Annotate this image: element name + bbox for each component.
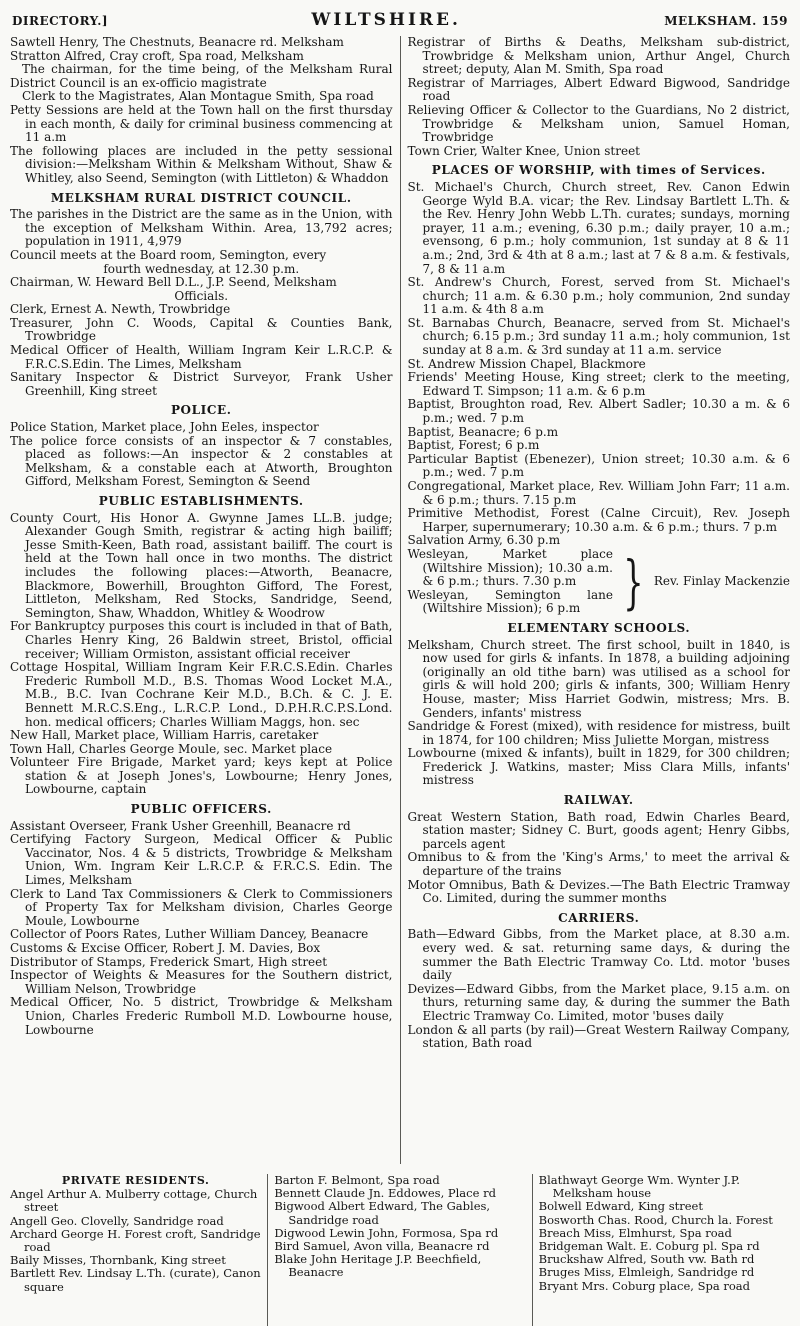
section-heading: PRIVATE RESIDENTS. [61,1174,210,1187]
section-heading: ELEMENTARY SCHOOLS. [507,620,691,635]
directory-entry: Town Crier, Walter Knee, Union street [407,143,640,158]
directory-entry: Blathwayt George Wm. Wynter J.P. Melksham house [538,1174,740,1201]
directory-entry: Bartlett Rev. Lindsay L.Th. (curate), Canon square [10,1266,261,1294]
directory-entry: Officials. [174,288,229,303]
directory-entry: Stratton Alfred, Cray croft, Spa road, Melksham [10,48,304,63]
directory-entry: Particular Baptist (Ebenezer), Union street; 10.30 a.m. & 6 p.m.; wed. 7 p.m [407,451,790,480]
directory-entry: Sawtell Henry, The Chestnuts, Beanacre rd. Melksham [10,36,344,49]
directory-entry: Police Station, Market place, John Eeles, inspector [10,420,319,435]
section-heading: PUBLIC OFFICERS. [130,802,272,817]
directory-entry: Sandridge & Forest (mixed), with residence for mistress, built in 1874, for 100 children; Miss Juliette Morgan, mistress [407,719,790,747]
directory-entry: Relieving Officer & Collector to the Guardians, No 2 district, Trowbridge & Melksham union, Samuel Homan, Trowbridge [407,102,790,145]
directory-entry: For Bankruptcy purposes this court is included in that of Bath, Charles Henry King, 26 Baldwin street, Bristol, official receiver; William Ormiston, assistant official receiver [10,619,393,661]
directory-entry: Wesleyan, Market place (Wiltshire Mission); 10.30 a.m. & 6 p.m.; thurs. 7.30 p.m [407,546,613,589]
running-head [10,6,790,32]
directory-entry: Registrar of Marriages, Albert Edward Bigwood, Sandridge road [407,75,790,104]
section-heading: RAILWAY. [563,793,634,808]
directory-entry: Council meets at the Board room, Semington, every [10,247,327,262]
directory-entry: Bruges Miss, Elmleigh, Sandridge rd [538,1265,755,1280]
directory-entry: St. Andrew Mission Chapel, Blackmore [407,356,646,371]
directory-entry: Bryant Mrs. Coburg place, Spa road [538,1278,750,1293]
directory-entry: Baptist, Forest; 6 p.m [407,438,540,453]
directory-entry: Breach Miss, Elmhurst, Spa road [538,1225,732,1240]
directory-entry: Lowbourne (mixed & infants), built in 1829, for 300 children; Frederick J. Watkins, master; Miss Clara Mills, infants' mistress [407,746,790,788]
directory-entry: The chairman, for the time being, of the Melksham Rural District Council is an ex-officio magistrate [10,62,393,90]
left-column [10,36,400,1164]
directory-entry: Bruckshaw Alfred, South vw. Bath rd [538,1252,755,1267]
section-heading: POLICE. [170,403,232,418]
directory-entry: Baptist, Beanacre; 6 p.m [407,424,559,439]
directory-entry: Angel Arthur A. Mulberry cottage, Church street [10,1187,258,1215]
directory-entry: Archard George H. Forest croft, Sandridge road [10,1226,261,1255]
running-head-left: DIRECTORY.] [12,14,109,28]
residents-column-1 [10,1174,267,1326]
directory-entry: Certifying Factory Surgeon, Medical Officer & Public Vaccinator, Nos. 4 & 5 districts, Trowbridge & Melksham Union, Wm. Ingram Keir L.R.C.P. & F.R.C.S. Edin. The Limes, Melksham [10,832,393,888]
braced-entries [408,548,613,616]
directory-entry: Clerk to the Magistrates, Alan Montague Smith, Spa road [22,89,374,104]
directory-entry: The police force consists of an inspector & 7 constables, placed as follows:—An inspector & 2 constables at Melksham, & a constable each at Atworth, Broughton Gifford, Melksham Forest, Semington & Seend [10,433,393,489]
directory-entry: The parishes in the District are the same as in the Union, with the exception of Melksham Within. Area, 13,792 acres; population in 1911, 4,979 [10,207,393,249]
directory-entry: Treasurer, John C. Woods, Capital & Counties Bank, Trowbridge [10,315,393,344]
directory-entry: Assistant Overseer, Frank Usher Greenhill, Beanacre rd [10,818,351,833]
right-brace-icon: } [623,547,644,616]
directory-entry: Clerk to Land Tax Commissioners & Clerk to Commissioners of Property Tax for Melksham division, Charles George Moule, Lowbourne [10,886,393,928]
directory-entry: London & all parts (by rail)—Great Western Railway Company, station, Bath road [407,1022,790,1051]
directory-entry: New Hall, Market place, William Harris, caretaker [10,728,319,743]
directory-entry: Customs & Excise Officer, Robert J. M. Davies, Box [10,941,321,955]
directory-entry: St. Michael's Church, Church street, Rev. Canon Edwin George Wyld B.A. vicar; the Rev. Lindsay Bartlett L.Th. & the Rev. Henry John Webb L.Th. curates; sundays, morning prayer, 11 a.m.; evening, 6.30 p.m.; daily prayer, 10 a.m.; evensong, 6 p.m.; holy communion, 1st sunday at 8 & 11 a.m.; 2nd, 3rd & 4th at 8 a.m.; last at 7 & 8 a.m. & festivals, 7, 8 & 11 a.m [407,179,790,276]
section-heading: PLACES OF WORSHIP, with times of Services. [431,163,766,178]
directory-entry: Chairman, W. Heward Bell D.L., J.P. Seend, Melksham [10,275,337,290]
directory-entry: Digwood Lewin John, Formosa, Spa rd [274,1225,499,1240]
directory-entry: Salvation Army, 6.30 p.m [407,533,561,548]
directory-entry: Volunteer Fire Brigade, Market yard; keys kept at Police station & at Joseph Jones's, Lowbourne; Henry Jones, Lowbourne, captain [10,755,393,797]
directory-entry: Bosworth Chas. Rood, Church la. Forest [538,1212,773,1227]
directory-entry: Baptist, Broughton road, Rev. Albert Sadler; 10.30 a m. & 6 p.m.; wed. 7 p.m [407,397,790,426]
directory-entry: Omnibus to & from the 'King's Arms,' to meet the arrival & departure of the trains [407,850,790,879]
directory-entry: Cottage Hospital, William Ingram Keir F.R.C.S.Edin. Charles Frederic Rumboll M.D., B.S. Thomas Wood Locket M.A., M.B., B.C. Ivan Cochrane Keir M.D., B.Ch. & C. J. E. Bennett M.R.C.S.Eng., L.R.C.P. Lond., D.P.H.R.C.P.S.Lond. hon. medical officers; Charles William Maggs, hon. sec [10,660,393,729]
directory-entry: Bolwell Edward, King street [538,1199,703,1214]
directory-entry: Medical Officer of Health, William Ingram Keir L.R.C.P. & F.R.C.S.Edin. The Limes, Melksham [10,343,393,371]
directory-entry: Collector of Poors Rates, Luther William Dancey, Beanacre [10,927,369,942]
directory-entry: County Court, His Honor A. Gwynne James LL.B. judge; Alexander Gough Smith, registrar & acting high bailiff; Jesse Smith-Keen, Bath road, assistant bailiff. The court is held at the Town hall once in two months. The district includes the following places:—Atworth, Beanacre, Blackmore, Bowerhill, Broughton Gifford, The Forest, Littleton, Melksham, Red Stocks, Sandridge, Seend, Semington, Shaw, Whaddon, Whitley & Woodrow [10,510,393,620]
directory-entry: fourth wednesday, at 12.30 p.m. [103,261,300,276]
directory-entry: Friends' Meeting House, King street; clerk to the meeting, Edward T. Simpson; 11 a.m. & 6 p.m [407,370,790,398]
running-head-right: MELKSHAM. 159 [664,14,788,28]
directory-entry: St. Barnabas Church, Beanacre, served from St. Michael's church; 6.15 p.m.; 3rd sunday 11 a.m.; holy communion, 1st sunday at 8 a.m. & 3rd sunday at 11 a.m. service [407,315,790,358]
residents-column-2 [267,1174,531,1326]
braced-entry-group [408,548,791,616]
directory-entry: Bath—Edward Gibbs, from the Market place, at 8.30 a.m. every wed. & sat. returning same days, & during the summer the Bath Electric Tramway Co. Ltd. motor 'buses daily [407,927,790,983]
brace-label: Rev. Finlay Mackenzie [653,574,790,589]
directory-entry: Great Western Station, Bath road, Edwin Charles Beard, station master; Sidney C. Burt, goods agent; Henry Gibbs, parcels agent [407,809,790,851]
directory-entry: The following places are included in the petty sessional division:—Melksham Within & Melksham Without, Shaw & Whitley, also Seend, Semington (with Littleton) & Whaddon [10,143,393,185]
directory-entry: Motor Omnibus, Bath & Devizes.—The Bath Electric Tramway Co. Limited, during the summer months [407,877,790,906]
directory-entry: Distributor of Stamps, Frederick Smart, High street [10,954,328,969]
private-residents-section [10,1174,790,1326]
directory-entry: Inspector of Weights & Measures for the Southern district, William Nelson, Trowbridge [10,968,393,996]
directory-entry: Clerk, Ernest A. Newth, Trowbridge [10,302,231,317]
main-body [10,36,790,1164]
directory-entry: Petty Sessions are held at the Town hall on the first thursday in each month, & daily for criminal business commencing at 11 a.m [10,102,393,145]
section-heading: PUBLIC ESTABLISHMENTS. [98,494,304,508]
directory-entry: Bigwood Albert Edward, The Gables, Sandridge road [274,1199,491,1227]
running-head-title: WILTSHIRE. [311,10,461,30]
directory-entry: Melksham, Church street. The first school, built in 1840, is now used for girls & infants. In 1878, a building adjoining (originally an old tithe barn) was utilised as a school for girls & will hold 200; girls & infants, 300; William Henry House, master; Miss Harriet Godwin, mistress; Mrs. B. Genders, infants' mistress [407,637,790,720]
directory-entry: Congregational, Market place, Rev. William John Farr; 11 a.m. & 6 p.m.; thurs. 7.15 p.m [407,479,790,507]
directory-entry: Wesleyan, Semington lane (Wiltshire Mission); 6 p.m [407,587,613,616]
directory-entry: Registrar of Births & Deaths, Melksham sub-district, Trowbridge & Melksham union, Arthur Angel, Church street; deputy, Alan M. Smith, Spa road [407,36,790,77]
directory-entry: Bridgeman Walt. E. Coburg pl. Spa rd [538,1239,760,1254]
directory-entry: Angell Geo. Clovelly, Sandridge road [10,1213,224,1228]
directory-entry: Sanitary Inspector & District Surveyor, Frank Usher Greenhill, King street [10,370,393,398]
directory-entry: Barton F. Belmont, Spa road [274,1174,440,1187]
residents-column-3 [532,1174,790,1326]
directory-entry: Bird Samuel, Avon villa, Beanacre rd [274,1239,490,1254]
directory-entry: Blake John Heritage J.P. Beechfield, Beanacre [274,1252,482,1280]
directory-entry: Bennett Claude Jn. Eddowes, Place rd [274,1186,496,1201]
section-heading: MELKSHAM RURAL DISTRICT COUNCIL. [50,190,352,205]
directory-entry: Baily Misses, Thornbank, King street [10,1253,226,1268]
directory-entry: Primitive Methodist, Forest (Calne Circuit), Rev. Joseph Harper, supernumerary; 10.30 a.m. & 6 p.m.; thurs. 7 p.m [407,506,790,534]
directory-entry: Medical Officer, No. 5 district, Trowbridge & Melksham Union, Charles Frederic Rumboll M.D. Lowbourne house, Lowbourne [10,995,393,1037]
directory-entry: Devizes—Edward Gibbs, from the Market place, 9.15 a.m. on thurs, returning same day, & during the summer the Bath Electric Tramway Co. Limited, motor 'buses daily [407,981,790,1023]
section-heading: CARRIERS. [558,910,640,925]
right-column [400,36,791,1164]
directory-entry: St. Andrew's Church, Forest, served from St. Michael's church; 11 a.m. & 6.30 p.m.; holy communion, 2nd sunday 11 a.m. & 4th 8 a.m [407,275,790,317]
directory-entry: Town Hall, Charles George Moule, sec. Market place [10,741,333,756]
